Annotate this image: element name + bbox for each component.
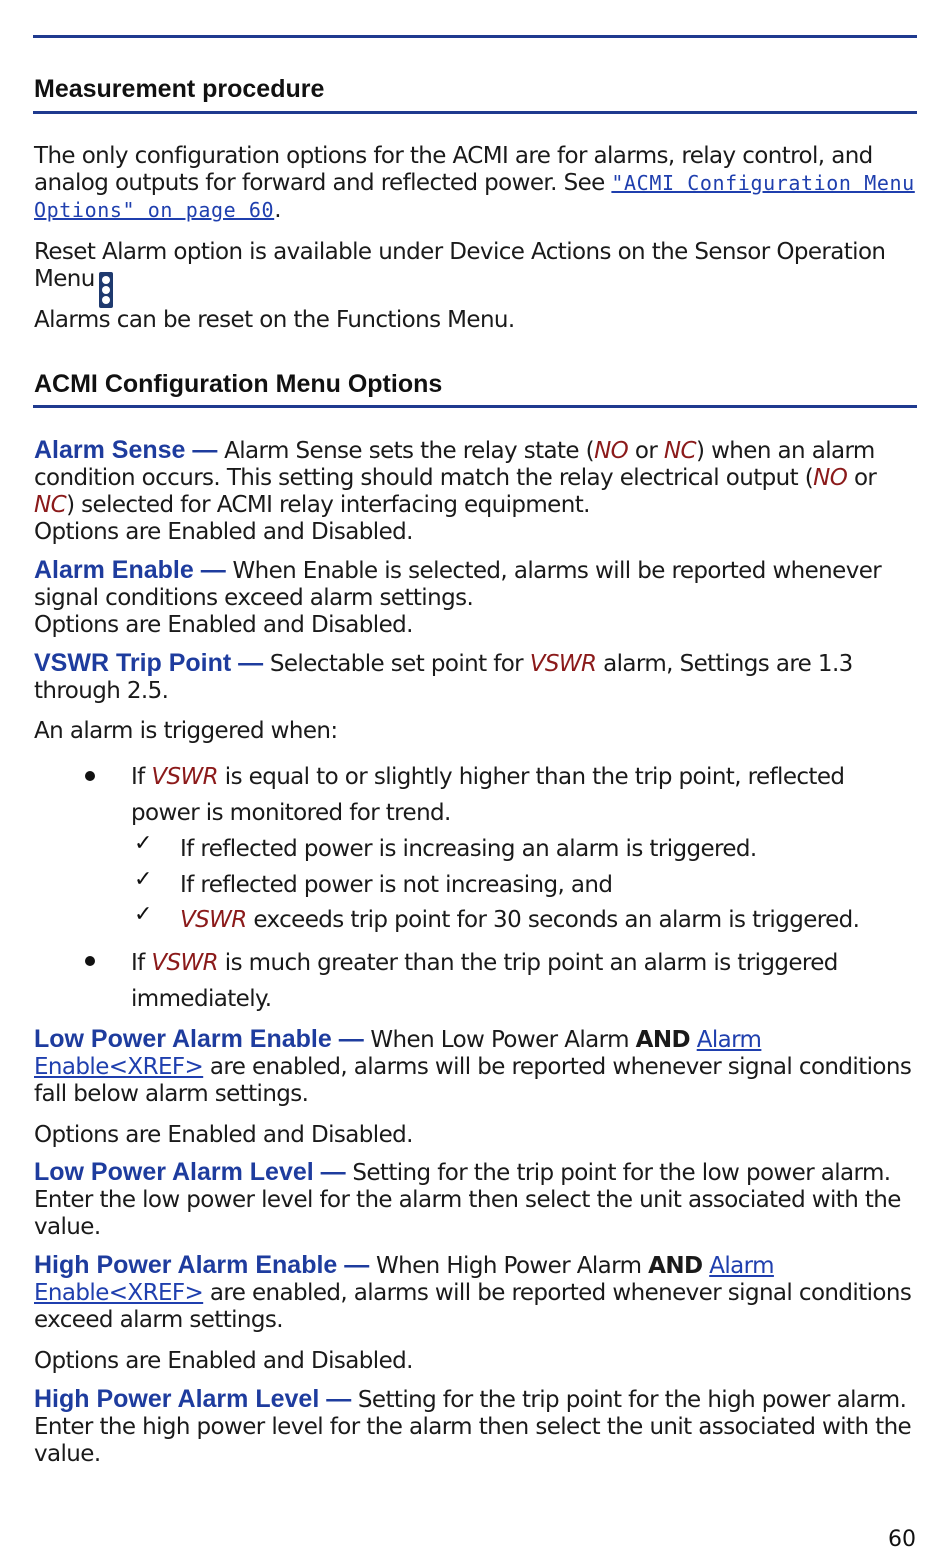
check-item: If reflected power is increasing an alarm is triggered. <box>180 836 757 862</box>
vswr-trip-entry: VSWR Trip Point — Selectable set point for VSWR alarm, Settings are 1.3 through 2.5. <box>34 649 853 704</box>
term-alarm-enable: Alarm Enable — <box>34 556 226 584</box>
bullet-item: If VSWR is much greater than the trip point an alarm is triggered immediately. <box>131 950 838 1012</box>
term-vswr-trip-point: VSWR Trip Point — <box>34 649 264 677</box>
heading-divider <box>33 405 917 408</box>
trigger-intro: An alarm is triggered when: <box>34 718 338 744</box>
check-item: VSWR exceeds trip point for 30 seconds an alarm is triggered. <box>180 907 860 933</box>
vertical-ellipsis-icon <box>99 272 113 308</box>
heading-divider <box>33 111 917 114</box>
section-heading-config: ACMI Configuration Menu Options <box>34 370 443 398</box>
low-power-level-entry: Low Power Alarm Level — Setting for the trip point for the low power alarm. Enter the low power level for the alarm then select the unit associated with the value. <box>34 1158 901 1240</box>
low-power-enable-entry: Low Power Alarm Enable — When Low Power Alarm AND Alarm Enable<XREF> are enabled, alarms will be reported whenever signal conditions fall below alarm settings. <box>34 1025 912 1107</box>
acmi-config-link[interactable]: "ACMI Configuration Menu Options" on page 60 <box>34 171 915 222</box>
term-high-power-alarm-level: High Power Alarm Level — <box>34 1385 352 1413</box>
bullet-icon <box>85 956 95 966</box>
term-low-power-alarm-enable: Low Power Alarm Enable — <box>34 1025 364 1053</box>
options-text: Options are Enabled and Disabled. <box>34 1122 413 1148</box>
functions-menu-paragraph: Alarms can be reset on the Functions Menu. <box>34 307 515 333</box>
high-power-enable-entry: High Power Alarm Enable — When High Power Alarm AND Alarm Enable<XREF> are enabled, alarms will be reported whenever signal conditions exceed alarm settings. <box>34 1251 912 1333</box>
high-power-level-entry: High Power Alarm Level — Setting for the trip point for the high power alarm. Enter the high power level for the alarm then select the unit associated with the value. <box>34 1385 912 1467</box>
alarm-enable-xref-link[interactable]: Alarm Enable<XREF> <box>34 1253 774 1306</box>
options-text: Options are Enabled and Disabled. <box>34 519 413 545</box>
alarm-enable-entry: Alarm Enable — When Enable is selected, alarms will be reported whenever signal conditions exceed alarm settings. Options are Enabled and Disabled. <box>34 556 882 638</box>
checkmark-icon: ✓ <box>134 867 153 892</box>
checkmark-icon: ✓ <box>134 831 153 856</box>
reset-alarm-paragraph: Reset Alarm option is available under Device Actions on the Sensor Operation Menu <box>34 239 919 308</box>
alarm-enable-xref-link[interactable]: Alarm Enable<XREF> <box>34 1027 762 1080</box>
bullet-icon <box>85 771 95 781</box>
measurement-paragraph: The only configuration options for the ACMI are for alarms, relay control, and analog outputs for forward and reflected power. See "ACMI Configuration Menu Options" on page 60. <box>34 143 915 223</box>
term-low-power-alarm-level: Low Power Alarm Level — <box>34 1158 346 1186</box>
bullet-item: If VSWR is equal to or slightly higher than the trip point, reflected power is monitored for trend. <box>131 764 845 826</box>
section-heading-measurement: Measurement procedure <box>34 75 325 103</box>
checkmark-icon: ✓ <box>134 902 153 927</box>
term-high-power-alarm-enable: High Power Alarm Enable — <box>34 1251 370 1279</box>
options-text: Options are Enabled and Disabled. <box>34 1348 413 1374</box>
page-number: 60 <box>888 1527 916 1552</box>
top-divider <box>33 35 917 38</box>
check-item: If reflected power is not increasing, and <box>180 872 613 898</box>
options-text: Options are Enabled and Disabled. <box>34 612 413 638</box>
alarm-sense-entry: Alarm Sense — Alarm Sense sets the relay state (NO or NC) when an alarm condition occurs. This setting should match the relay electrical output (NO or NC) selected for ACMI relay interfacing equipment. Options are Enabled and Disabled. <box>34 436 877 545</box>
term-alarm-sense: Alarm Sense — <box>34 436 218 464</box>
